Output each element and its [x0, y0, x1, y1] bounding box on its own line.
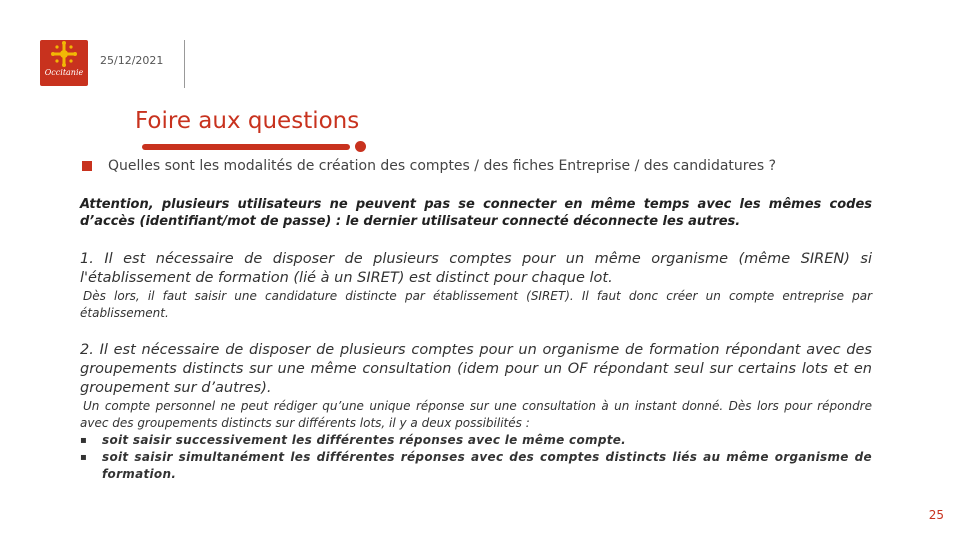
square-bullet-icon: ▪ — [80, 435, 88, 446]
occitan-cross-icon — [40, 40, 88, 70]
page-number: 25 — [928, 508, 944, 522]
title-underline — [142, 144, 350, 150]
possibilities-list — [80, 432, 872, 483]
point-2-note — [80, 398, 872, 483]
square-bullet-icon: ▪ — [80, 452, 88, 463]
list-item — [80, 432, 872, 449]
point-1-note — [80, 288, 872, 321]
list-item-text: soit saisir successivement les différentes réponses avec le même compte. — [102, 433, 627, 447]
attention-paragraph: Attention, plusieurs utilisateurs ne peuvent pas se connecter en même temps avec les mêmes codes d’accès (identifiant/mot de passe) : le dernier utilisateur connecté déconnecte les autres. — [80, 197, 872, 229]
header-date: 25/12/2021 — [100, 54, 164, 67]
faq-question-text: Quelles sont les modalités de création des comptes / des fiches Entreprise / des candidatures ? — [108, 158, 777, 174]
header-divider — [184, 40, 185, 88]
point-2-text: 2. Il est nécessaire de disposer de plusieurs comptes pour un organisme de formation répondant avec des groupements distincts sur une même consultation (idem pour un OF répondant seul sur certains lots et en groupement sur d’autres). — [80, 342, 872, 396]
page-title: Foire aux questions — [135, 108, 360, 134]
faq-question — [80, 158, 776, 174]
checkbox-bullet-icon — [82, 161, 92, 171]
logo-text: Occitanie — [44, 68, 84, 77]
title-underline-dot — [355, 141, 366, 152]
list-item-text: soit saisir simultanément les différentes réponses avec des comptes distincts liés au même organisme de formation. — [102, 450, 872, 481]
point-2-note-text: Un compte personnel ne peut rédiger qu’une unique réponse sur une consultation à un instant donné. Dès lors pour répondre avec des groupements distincts sur différents lots, il y a deux possibilités : — [80, 399, 872, 430]
list-item — [80, 449, 872, 483]
point-1-note-text: Dès lors, il faut saisir une candidature distincte par établissement (SIRET). Il faut donc créer un compte entreprise par établissement. — [80, 289, 872, 320]
occitanie-logo — [40, 40, 88, 86]
point-1-text: 1. Il est nécessaire de disposer de plusieurs comptes pour un même organisme (même SIREN) si l'établissement de formation (lié à un SIRET) est distinct pour chaque lot. — [80, 251, 872, 286]
